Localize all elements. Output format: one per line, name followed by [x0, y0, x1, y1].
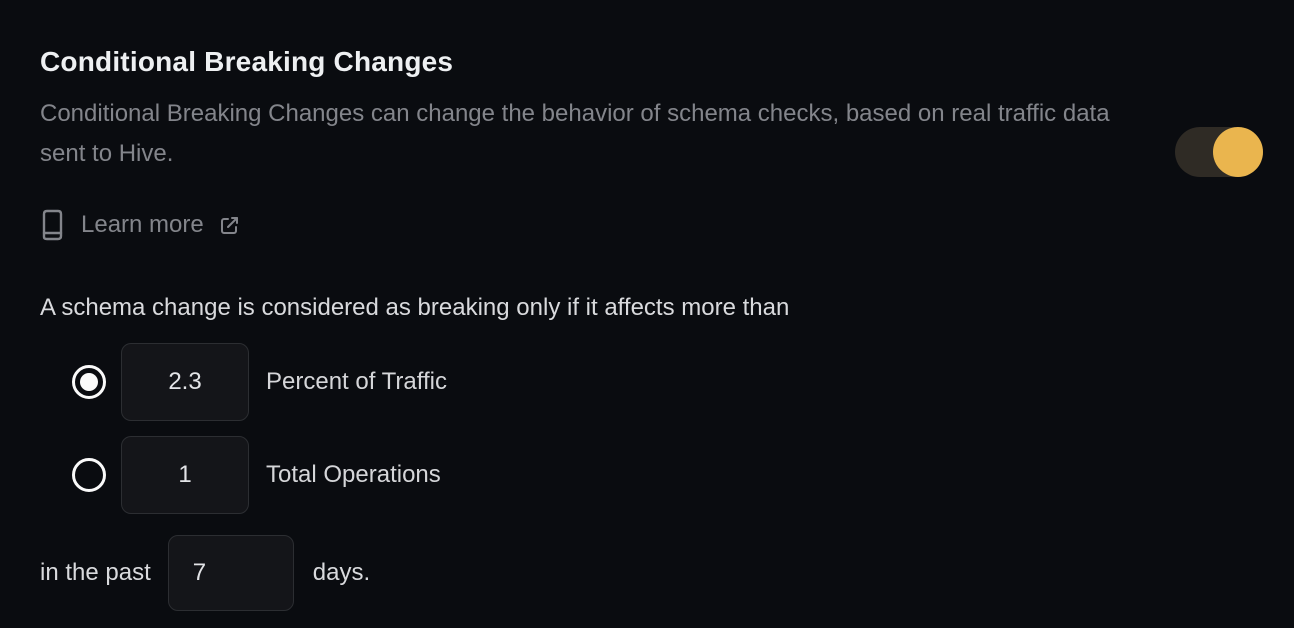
learn-more-link[interactable] [40, 208, 239, 242]
period-prefix: in the past [40, 559, 151, 586]
book-icon [40, 208, 65, 242]
toggle-knob-icon [1213, 127, 1263, 177]
external-link-icon [220, 216, 239, 235]
page-description: Conditional Breaking Changes can change the behavior of schema checks, based on real traffic data sent to Hive. [40, 100, 1110, 167]
period-row [40, 535, 1254, 611]
page-title: Conditional Breaking Changes [40, 46, 454, 77]
percent-of-traffic-input[interactable] [121, 343, 249, 421]
period-days-input[interactable] [168, 535, 294, 611]
percent-of-traffic-label: Percent of Traffic [266, 368, 447, 395]
percent-of-traffic-row [72, 343, 1254, 421]
breaking-changes-toggle[interactable] [1175, 127, 1263, 177]
total-operations-input[interactable] [121, 436, 249, 514]
intro-text: A schema change is considered as breaking only if it affects more than [40, 294, 790, 321]
total-operations-label: Total Operations [266, 461, 441, 488]
total-operations-row [72, 436, 1254, 514]
period-suffix: days. [312, 559, 371, 586]
percent-of-traffic-radio[interactable] [72, 365, 106, 399]
learn-more-label: Learn more [81, 211, 204, 238]
total-operations-radio[interactable] [72, 458, 106, 492]
